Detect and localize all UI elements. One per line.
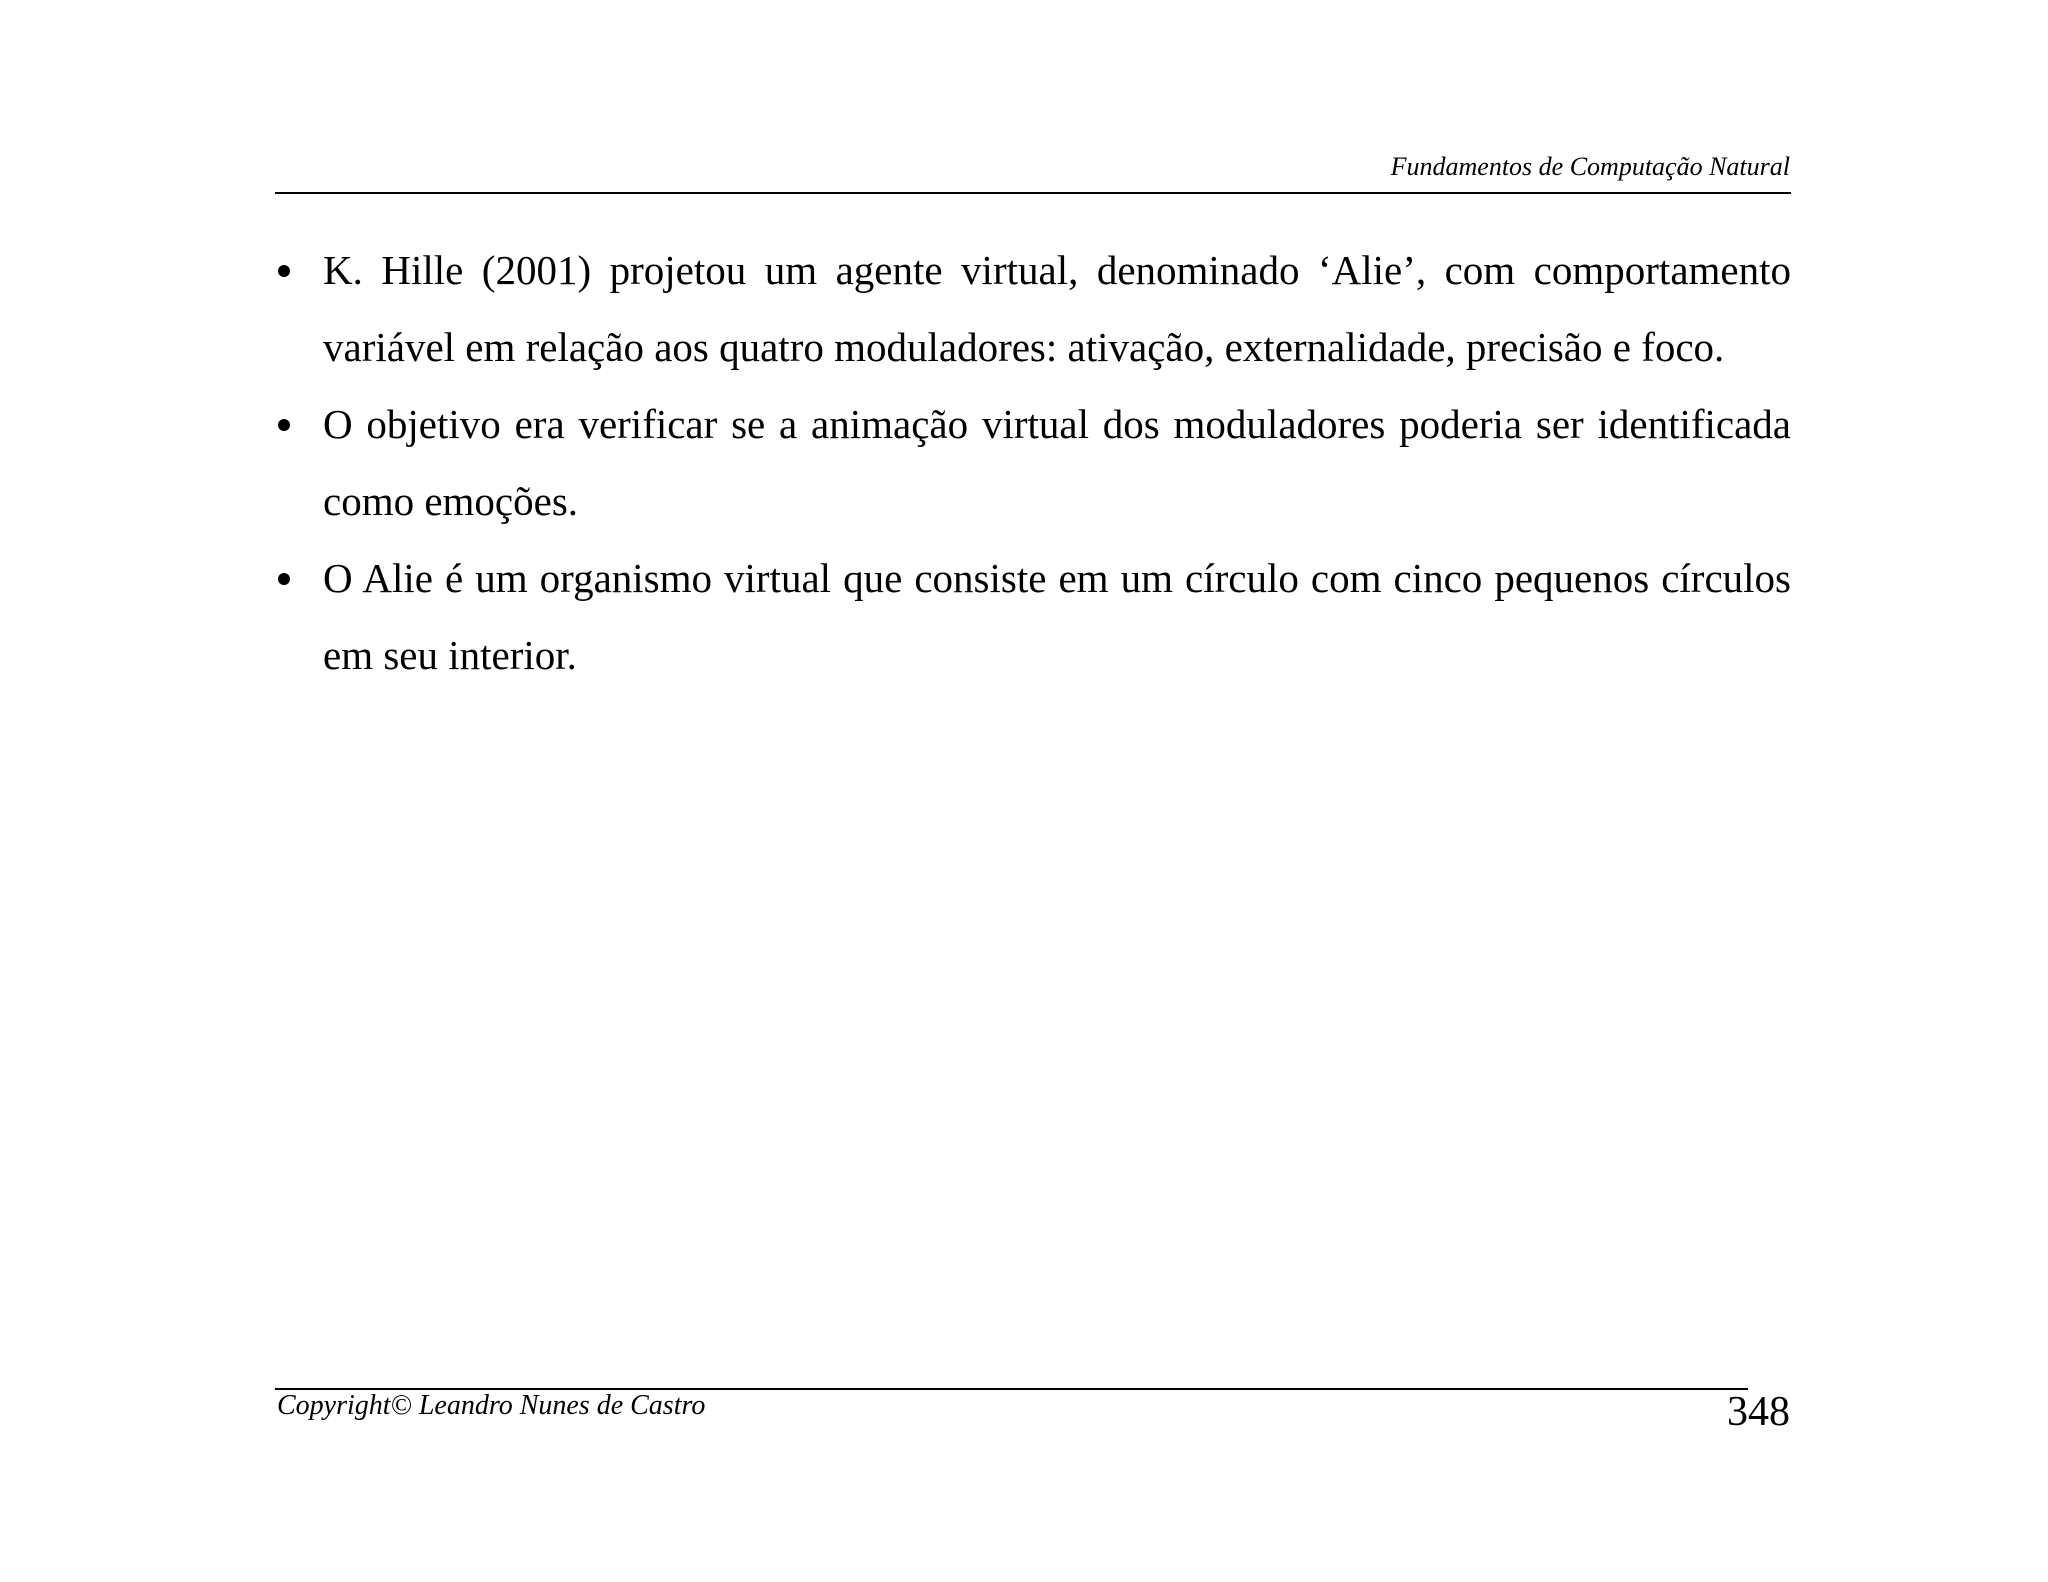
page-number: 348 [1727, 1389, 1790, 1435]
bullet-item [275, 232, 1791, 386]
bullet-item [275, 540, 1791, 694]
bullet-dot-icon [278, 265, 290, 277]
bullet-dot-icon [278, 573, 290, 585]
bullet-text: K. Hille (2001) projetou um agente virtual, denominado ‘Alie’, com comportamento variável em relação aos quatro moduladores: ativação, externalidade, precisão e foco. [323, 247, 1791, 370]
running-header-title: Fundamentos de Computação Natural [1390, 152, 1790, 181]
bullet-dot-icon [278, 419, 290, 431]
bullet-text: O Alie é um organismo virtual que consiste em um círculo com cinco pequenos círculos em seu interior. [323, 555, 1791, 678]
header-divider [275, 192, 1791, 194]
bullet-list [275, 232, 1791, 694]
footer-copyright: Copyright© Leandro Nunes de Castro [277, 1390, 706, 1421]
bullet-text: O objetivo era verificar se a animação virtual dos moduladores poderia ser identificada como emoções. [323, 401, 1791, 524]
bullet-item [275, 386, 1791, 540]
